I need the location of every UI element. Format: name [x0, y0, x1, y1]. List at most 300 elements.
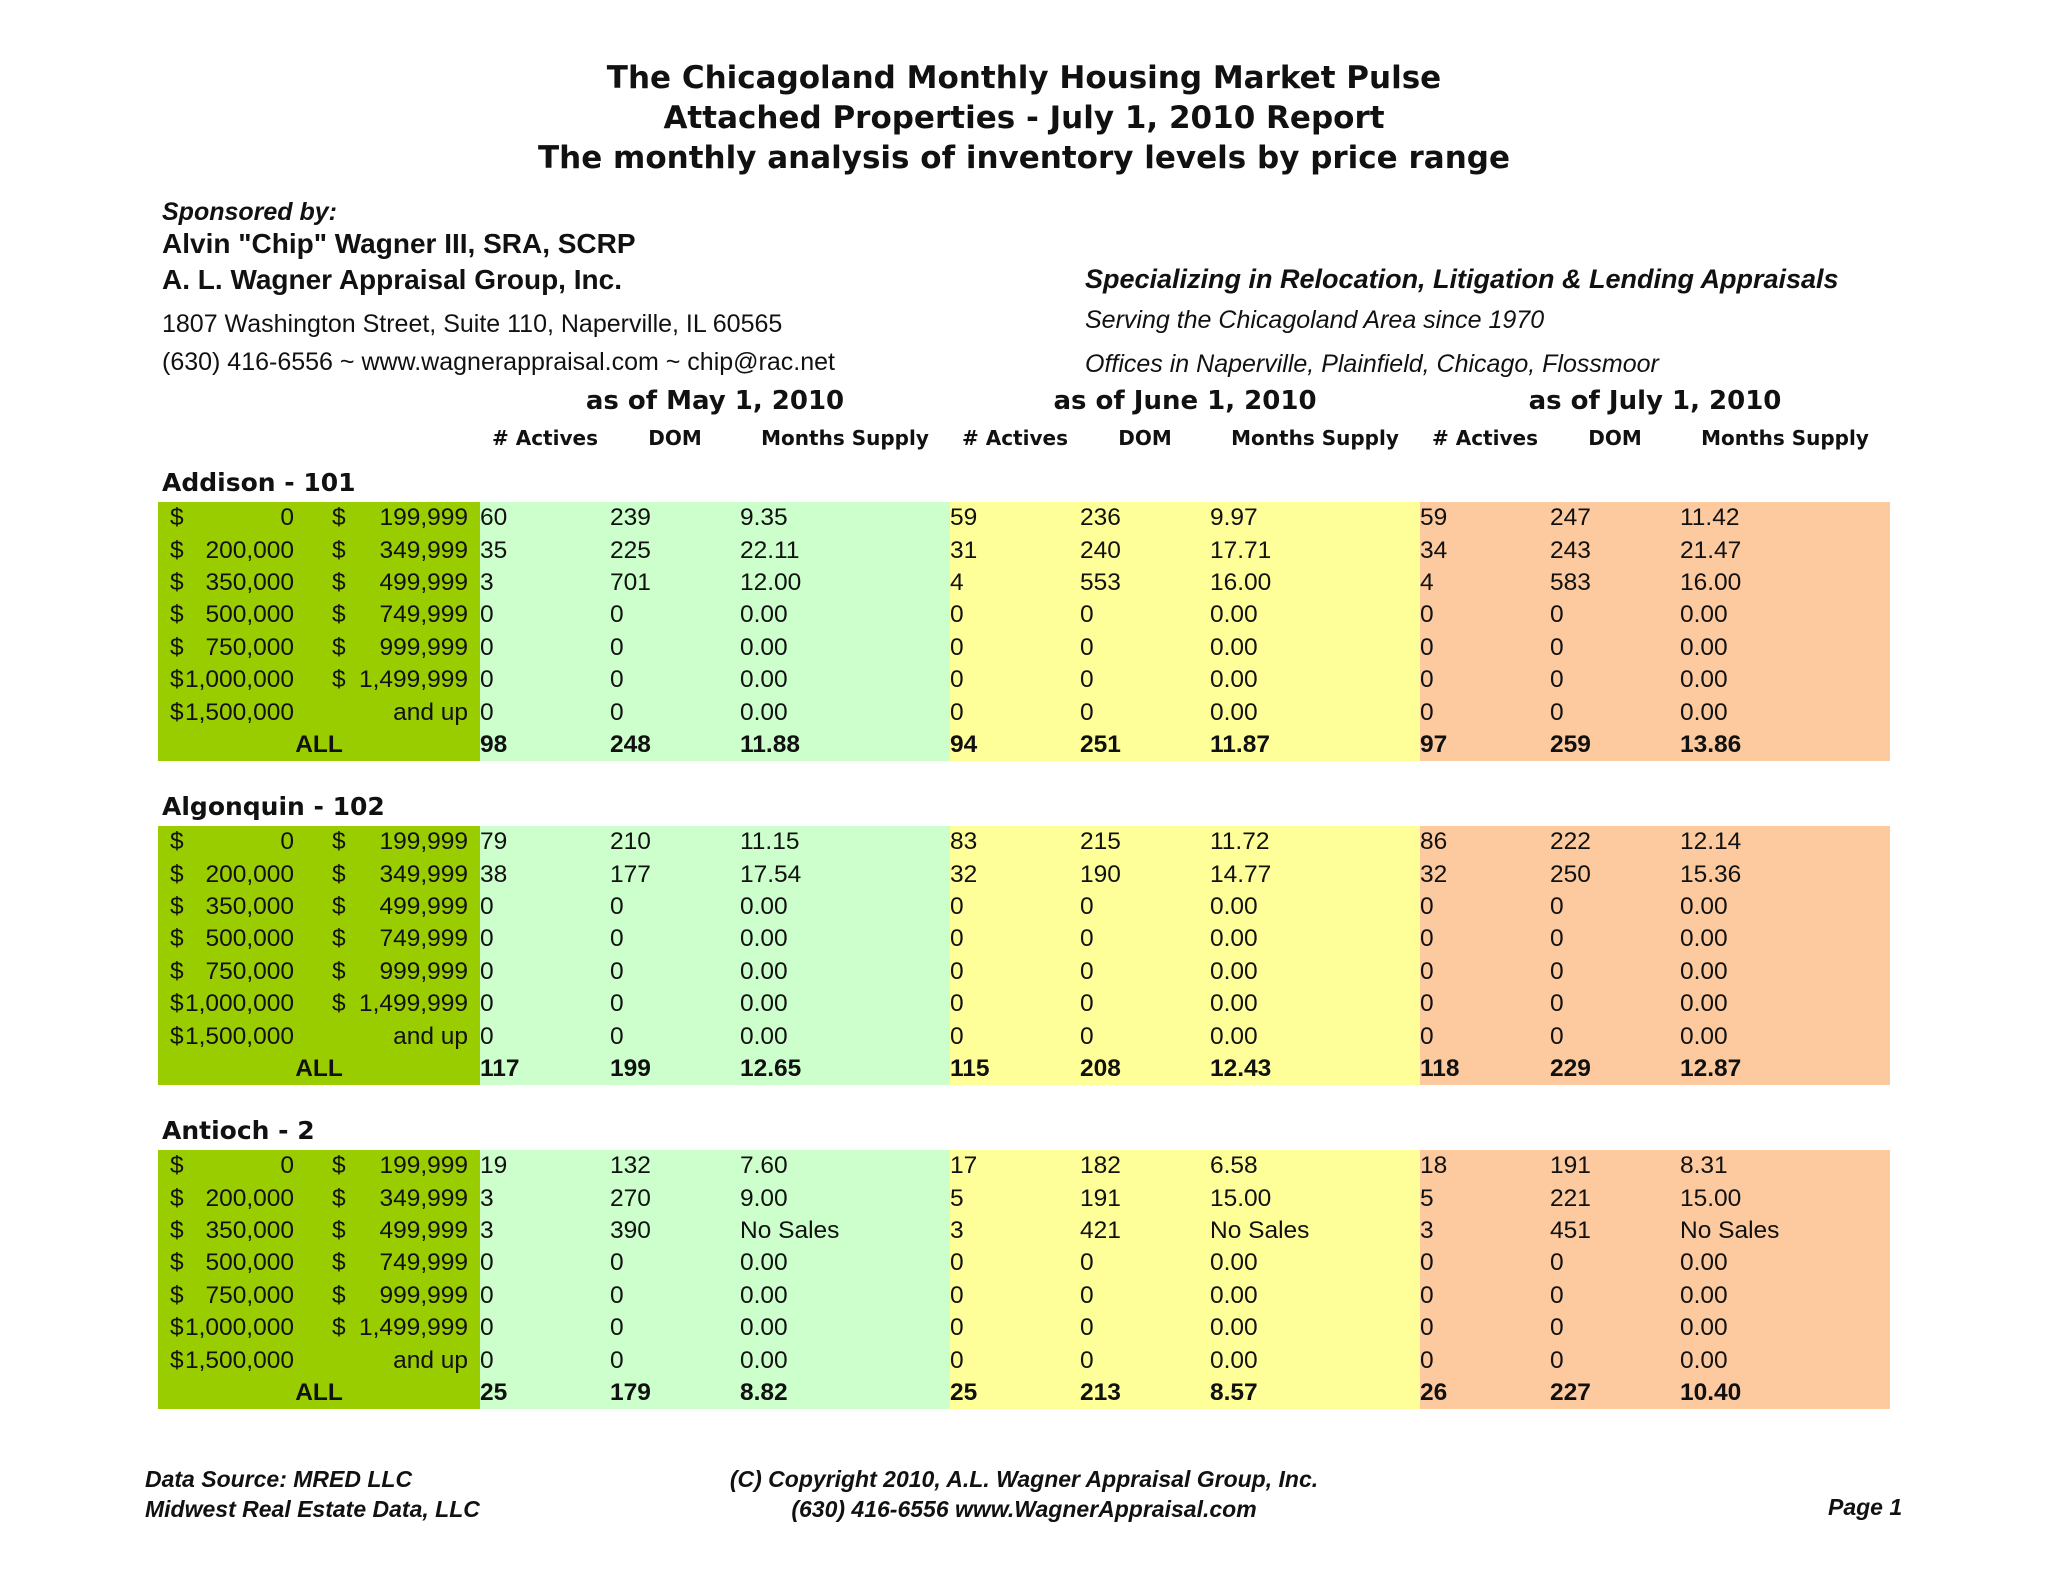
sponsor-serving: Serving the Chicagoland Area since 1970	[1085, 306, 1545, 334]
cell-actives-may: 0	[480, 1249, 494, 1277]
group-june	[950, 923, 1420, 955]
group-june	[950, 891, 1420, 923]
cell-dom-may: 179	[610, 1378, 651, 1406]
cell-actives-june: 0	[950, 698, 964, 726]
cell-actives-june: 0	[950, 990, 964, 1018]
cell-supply-may: 9.00	[740, 1184, 788, 1212]
price-d2: $	[332, 1314, 346, 1342]
group-may	[480, 1182, 950, 1214]
cell-dom-may: 0	[610, 1314, 624, 1342]
cell-actives-july: 97	[1420, 730, 1448, 758]
cell-dom-july: 0	[1550, 633, 1564, 661]
cell-dom-june: 0	[1080, 892, 1094, 920]
cell-actives-may: 0	[480, 957, 494, 985]
cell-dom-july: 0	[1550, 1314, 1564, 1342]
price-d1: $	[170, 601, 184, 629]
cell-dom-june: 0	[1080, 925, 1094, 953]
cell-supply-may: 11.88	[740, 730, 800, 758]
group-june	[950, 632, 1420, 664]
price-d2: $	[332, 1281, 346, 1309]
cell-supply-july: 0.00	[1680, 601, 1728, 629]
price-hi: and up	[393, 1022, 468, 1050]
cell-supply-june: 0.00	[1210, 601, 1258, 629]
price-d1: $	[170, 1281, 184, 1309]
footer-copyright: (C) Copyright 2010, A.L. Wagner Appraisal Group, Inc.	[729, 1466, 1319, 1492]
cell-supply-june: 0.00	[1210, 1346, 1258, 1374]
cell-supply-may: 0.00	[740, 957, 788, 985]
price-hi: 1,499,999	[359, 1314, 468, 1342]
cell-supply-june: 0.00	[1210, 1022, 1258, 1050]
cell-dom-june: 0	[1080, 601, 1094, 629]
price-d2: $	[332, 666, 346, 694]
price-hi: and up	[393, 1346, 468, 1374]
price-d1: $	[170, 892, 184, 920]
all-label: ALL	[158, 729, 480, 761]
price-lo: 0	[280, 1152, 294, 1180]
table-row	[158, 632, 1890, 664]
all-label: ALL	[158, 1053, 480, 1085]
price-lo: 200,000	[205, 860, 294, 888]
cell-supply-july: 10.40	[1680, 1378, 1742, 1406]
cell-supply-july: 0.00	[1680, 666, 1728, 694]
price-range	[158, 1247, 480, 1279]
price-d1: $	[170, 1314, 184, 1342]
cell-dom-may: 0	[610, 892, 624, 920]
cell-actives-june: 0	[950, 1281, 964, 1309]
cell-dom-july: 0	[1550, 698, 1564, 726]
price-range	[158, 1344, 480, 1376]
group-july	[1420, 567, 1890, 599]
price-d1: $	[170, 860, 184, 888]
cell-supply-may: 0.00	[740, 601, 788, 629]
cell-actives-may: 3	[480, 1184, 494, 1212]
table-row	[158, 696, 1890, 728]
sponsored-label: Sponsored by:	[162, 198, 338, 226]
group-may	[480, 1344, 950, 1376]
cell-actives-june: 59	[950, 504, 978, 532]
price-d1: $	[170, 1152, 184, 1180]
cell-actives-may: 0	[480, 1346, 494, 1374]
group-july	[1420, 1020, 1890, 1052]
cell-supply-june: 12.43	[1210, 1054, 1272, 1082]
cell-supply-july: 12.87	[1680, 1054, 1742, 1082]
cell-supply-june: 11.87	[1210, 730, 1270, 758]
price-hi: 349,999	[379, 860, 468, 888]
table-row	[158, 858, 1890, 890]
price-range	[158, 1215, 480, 1247]
price-d2: $	[332, 536, 346, 564]
cell-supply-july: 15.00	[1680, 1184, 1742, 1212]
group-june	[950, 1280, 1420, 1312]
cell-dom-july: 0	[1550, 957, 1564, 985]
cell-supply-may: 0.00	[740, 892, 788, 920]
price-hi: 199,999	[379, 828, 468, 856]
group-july	[1420, 729, 1890, 761]
price-range	[158, 988, 480, 1020]
cell-dom-may: 210	[610, 828, 651, 856]
group-may	[480, 1377, 950, 1409]
group-may	[480, 1312, 950, 1344]
table-row	[158, 502, 1890, 534]
cell-dom-june: 0	[1080, 990, 1094, 1018]
cell-supply-june: 0.00	[1210, 1281, 1258, 1309]
price-d1: $	[170, 1346, 184, 1374]
group-may	[480, 632, 950, 664]
group-june	[950, 1215, 1420, 1247]
cell-dom-may: 270	[610, 1184, 651, 1212]
cell-actives-may: 35	[480, 536, 508, 564]
cell-supply-july: 0.00	[1680, 633, 1728, 661]
group-may	[480, 502, 950, 534]
cell-supply-june: 0.00	[1210, 892, 1258, 920]
group-june	[950, 502, 1420, 534]
cell-supply-july: 15.36	[1680, 860, 1742, 888]
price-hi: 749,999	[379, 925, 468, 953]
cell-actives-june: 0	[950, 925, 964, 953]
cell-dom-may: 0	[610, 698, 624, 726]
cell-supply-may: 11.15	[740, 828, 800, 856]
cell-actives-june: 115	[950, 1054, 990, 1082]
price-hi: 499,999	[379, 1216, 468, 1244]
group-july	[1420, 1215, 1890, 1247]
group-june	[950, 1344, 1420, 1376]
sponsor-contact: (630) 416-6556 ~ www.wagnerappraisal.com ~ chip@rac.net	[162, 348, 835, 376]
cell-supply-july: 8.31	[1680, 1152, 1728, 1180]
col-actives-june: # Actives	[962, 426, 1068, 450]
cell-dom-may: 0	[610, 1022, 624, 1050]
price-lo: 500,000	[205, 1249, 294, 1277]
sponsor-address: 1807 Washington Street, Suite 110, Naperville, IL 60565	[162, 310, 783, 338]
price-range	[158, 567, 480, 599]
group-july	[1420, 956, 1890, 988]
price-range	[158, 1150, 480, 1182]
col-supply-june: Months Supply	[1231, 426, 1399, 450]
cell-dom-may: 0	[610, 1249, 624, 1277]
group-may	[480, 1020, 950, 1052]
table-row	[158, 534, 1890, 566]
title-line-1: The Chicagoland Monthly Housing Market Pulse	[606, 60, 1442, 96]
cell-supply-may: 0.00	[740, 1281, 788, 1309]
price-d2: $	[332, 568, 346, 596]
group-july	[1420, 534, 1890, 566]
price-hi: 1,499,999	[359, 990, 468, 1018]
cell-actives-june: 25	[950, 1378, 978, 1406]
group-may	[480, 891, 950, 923]
group-june	[950, 988, 1420, 1020]
price-lo: 500,000	[205, 601, 294, 629]
cell-dom-july: 583	[1550, 568, 1591, 596]
group-june	[950, 567, 1420, 599]
table-row	[158, 1312, 1890, 1344]
cell-actives-may: 0	[480, 633, 494, 661]
page-number: Page 1	[1828, 1494, 1903, 1520]
cell-supply-may: 12.65	[740, 1054, 802, 1082]
group-july	[1420, 696, 1890, 728]
cell-supply-july: 0.00	[1680, 698, 1728, 726]
cell-dom-july: 247	[1550, 504, 1591, 532]
table-row	[158, 1215, 1890, 1247]
price-lo: 750,000	[205, 633, 294, 661]
price-hi: 749,999	[379, 1249, 468, 1277]
price-d2: $	[332, 990, 346, 1018]
all-label: ALL	[158, 1377, 480, 1409]
cell-dom-may: 390	[610, 1216, 651, 1244]
cell-dom-july: 0	[1550, 666, 1564, 694]
price-lo: 0	[280, 828, 294, 856]
price-lo: 200,000	[205, 1184, 294, 1212]
price-d1: $	[170, 633, 184, 661]
price-hi: 999,999	[379, 633, 468, 661]
cell-actives-july: 4	[1420, 568, 1434, 596]
cell-dom-may: 701	[610, 568, 651, 596]
cell-supply-may: 12.00	[740, 568, 802, 596]
footer-source-1: Data Source: MRED LLC	[145, 1466, 413, 1492]
group-july	[1420, 1280, 1890, 1312]
cell-dom-july: 227	[1550, 1378, 1591, 1406]
price-d2: $	[332, 957, 346, 985]
price-range	[158, 696, 480, 728]
cell-actives-july: 0	[1420, 892, 1434, 920]
cell-actives-july: 0	[1420, 1281, 1434, 1309]
price-range	[158, 891, 480, 923]
table-row	[158, 826, 1890, 858]
cell-dom-june: 0	[1080, 633, 1094, 661]
cell-actives-june: 0	[950, 892, 964, 920]
group-june	[950, 1150, 1420, 1182]
cell-actives-may: 0	[480, 1022, 494, 1050]
cell-dom-july: 0	[1550, 601, 1564, 629]
cell-supply-may: 0.00	[740, 925, 788, 953]
price-d2: $	[332, 1249, 346, 1277]
cell-supply-july: 0.00	[1680, 925, 1728, 953]
group-july	[1420, 664, 1890, 696]
sponsor-tagline: Specializing in Relocation, Litigation & Lending Appraisals	[1085, 264, 1839, 294]
price-hi: 1,499,999	[359, 666, 468, 694]
cell-supply-july: 12.14	[1680, 828, 1742, 856]
group-june	[950, 1377, 1420, 1409]
group-june	[950, 956, 1420, 988]
cell-dom-june: 0	[1080, 1249, 1094, 1277]
cell-supply-may: 9.35	[740, 504, 788, 532]
group-july	[1420, 1247, 1890, 1279]
price-d1: $	[170, 1249, 184, 1277]
price-lo: 350,000	[205, 1216, 294, 1244]
group-july	[1420, 502, 1890, 534]
cell-actives-june: 17	[950, 1152, 978, 1180]
group-may	[480, 956, 950, 988]
cell-actives-may: 0	[480, 925, 494, 953]
table-row	[158, 664, 1890, 696]
group-july	[1420, 826, 1890, 858]
group-june	[950, 664, 1420, 696]
cell-actives-july: 0	[1420, 666, 1434, 694]
table-row	[158, 956, 1890, 988]
cell-actives-may: 79	[480, 828, 508, 856]
group-june	[950, 1312, 1420, 1344]
period-may: as of May 1, 2010	[585, 386, 845, 416]
group-july	[1420, 858, 1890, 890]
cell-actives-july: 86	[1420, 828, 1448, 856]
cell-dom-july: 243	[1550, 536, 1591, 564]
cell-actives-june: 0	[950, 601, 964, 629]
cell-supply-june: 0.00	[1210, 666, 1258, 694]
cell-dom-june: 240	[1080, 536, 1121, 564]
cell-supply-july: 0.00	[1680, 1281, 1728, 1309]
price-range	[158, 1020, 480, 1052]
cell-dom-may: 0	[610, 633, 624, 661]
price-d2: $	[332, 925, 346, 953]
group-july	[1420, 891, 1890, 923]
cell-supply-may: 22.11	[740, 536, 800, 564]
cell-supply-july: 21.47	[1680, 536, 1742, 564]
price-lo: 1,000,000	[185, 1314, 294, 1342]
cell-dom-may: 199	[610, 1054, 651, 1082]
price-d1: $	[170, 828, 184, 856]
footer-source-2: Midwest Real Estate Data, LLC	[145, 1496, 480, 1522]
cell-actives-june: 0	[950, 666, 964, 694]
price-d1: $	[170, 1184, 184, 1212]
cell-dom-may: 0	[610, 601, 624, 629]
title-line-2: Attached Properties - July 1, 2010 Report	[663, 100, 1385, 136]
cell-dom-july: 0	[1550, 925, 1564, 953]
cell-dom-may: 0	[610, 957, 624, 985]
cell-dom-june: 191	[1080, 1184, 1121, 1212]
cell-supply-june: 8.57	[1210, 1378, 1258, 1406]
group-june	[950, 534, 1420, 566]
cell-dom-june: 215	[1080, 828, 1121, 856]
group-july	[1420, 599, 1890, 631]
cell-dom-may: 239	[610, 504, 651, 532]
group-may	[480, 988, 950, 1020]
price-d2: $	[332, 1184, 346, 1212]
group-june	[950, 696, 1420, 728]
cell-supply-june: 14.77	[1210, 860, 1272, 888]
table-row	[158, 1280, 1890, 1312]
cell-dom-may: 0	[610, 990, 624, 1018]
price-d1: $	[170, 957, 184, 985]
price-hi: 199,999	[379, 504, 468, 532]
cell-actives-june: 0	[950, 633, 964, 661]
price-lo: 0	[280, 504, 294, 532]
cell-supply-may: 0.00	[740, 1249, 788, 1277]
cell-actives-may: 0	[480, 1281, 494, 1309]
price-d1: $	[170, 925, 184, 953]
cell-supply-june: 0.00	[1210, 925, 1258, 953]
cell-actives-july: 0	[1420, 1346, 1434, 1374]
cell-supply-june: No Sales	[1210, 1216, 1310, 1244]
price-range	[158, 502, 480, 534]
price-d1: $	[170, 568, 184, 596]
cell-dom-july: 222	[1550, 828, 1591, 856]
cell-actives-july: 5	[1420, 1184, 1434, 1212]
cell-supply-june: 0.00	[1210, 1314, 1258, 1342]
cell-dom-june: 251	[1080, 730, 1121, 758]
cell-dom-july: 250	[1550, 860, 1591, 888]
cell-dom-may: 0	[610, 666, 624, 694]
price-range	[158, 534, 480, 566]
group-july	[1420, 1312, 1890, 1344]
price-d1: $	[170, 1216, 184, 1244]
cell-actives-july: 18	[1420, 1152, 1448, 1180]
cell-supply-july: 0.00	[1680, 1022, 1728, 1050]
cell-dom-june: 0	[1080, 957, 1094, 985]
price-hi: 499,999	[379, 568, 468, 596]
group-june	[950, 1182, 1420, 1214]
cell-actives-july: 0	[1420, 925, 1434, 953]
cell-dom-june: 421	[1080, 1216, 1121, 1244]
cell-supply-june: 16.00	[1210, 568, 1272, 596]
cell-supply-may: 0.00	[740, 666, 788, 694]
total-row	[158, 729, 1890, 761]
cell-dom-june: 208	[1080, 1054, 1121, 1082]
area-title: Addison - 101	[162, 468, 356, 497]
cell-actives-july: 0	[1420, 1249, 1434, 1277]
cell-dom-june: 0	[1080, 1314, 1094, 1342]
group-july	[1420, 1377, 1890, 1409]
col-dom-may: DOM	[648, 426, 702, 450]
cell-dom-july: 0	[1550, 1249, 1564, 1277]
cell-actives-may: 0	[480, 601, 494, 629]
cell-dom-july: 229	[1550, 1054, 1591, 1082]
group-may	[480, 1053, 950, 1085]
cell-dom-may: 0	[610, 1281, 624, 1309]
cell-dom-july: 191	[1550, 1152, 1591, 1180]
cell-dom-june: 0	[1080, 1281, 1094, 1309]
table-row	[158, 1247, 1890, 1279]
cell-supply-july: 16.00	[1680, 568, 1742, 596]
area-title: Antioch - 2	[162, 1116, 315, 1145]
cell-supply-june: 0.00	[1210, 957, 1258, 985]
cell-actives-june: 4	[950, 568, 964, 596]
price-d2: $	[332, 504, 346, 532]
price-range	[158, 1312, 480, 1344]
price-d1: $	[170, 666, 184, 694]
group-june	[950, 858, 1420, 890]
cell-actives-july: 0	[1420, 698, 1434, 726]
cell-dom-july: 0	[1550, 892, 1564, 920]
price-hi: 349,999	[379, 1184, 468, 1212]
price-range	[158, 599, 480, 631]
group-may	[480, 599, 950, 631]
price-d1: $	[170, 536, 184, 564]
cell-actives-july: 3	[1420, 1216, 1434, 1244]
cell-supply-july: 0.00	[1680, 1314, 1728, 1342]
col-actives-may: # Actives	[492, 426, 598, 450]
cell-actives-june: 0	[950, 957, 964, 985]
group-july	[1420, 988, 1890, 1020]
price-hi: and up	[393, 698, 468, 726]
cell-actives-july: 0	[1420, 957, 1434, 985]
cell-actives-may: 25	[480, 1378, 508, 1406]
price-d1: $	[170, 1022, 184, 1050]
cell-dom-july: 0	[1550, 1022, 1564, 1050]
total-row	[158, 1377, 1890, 1409]
cell-actives-july: 118	[1420, 1054, 1460, 1082]
cell-dom-june: 0	[1080, 698, 1094, 726]
cell-actives-may: 19	[480, 1152, 508, 1180]
group-july	[1420, 1150, 1890, 1182]
group-may	[480, 1280, 950, 1312]
cell-supply-june: 0.00	[1210, 633, 1258, 661]
period-july: as of July 1, 2010	[1528, 386, 1782, 416]
price-hi: 349,999	[379, 536, 468, 564]
cell-actives-july: 0	[1420, 1022, 1434, 1050]
cell-dom-july: 0	[1550, 1281, 1564, 1309]
cell-dom-june: 182	[1080, 1152, 1121, 1180]
price-hi: 199,999	[379, 1152, 468, 1180]
table-row	[158, 599, 1890, 631]
group-may	[480, 858, 950, 890]
